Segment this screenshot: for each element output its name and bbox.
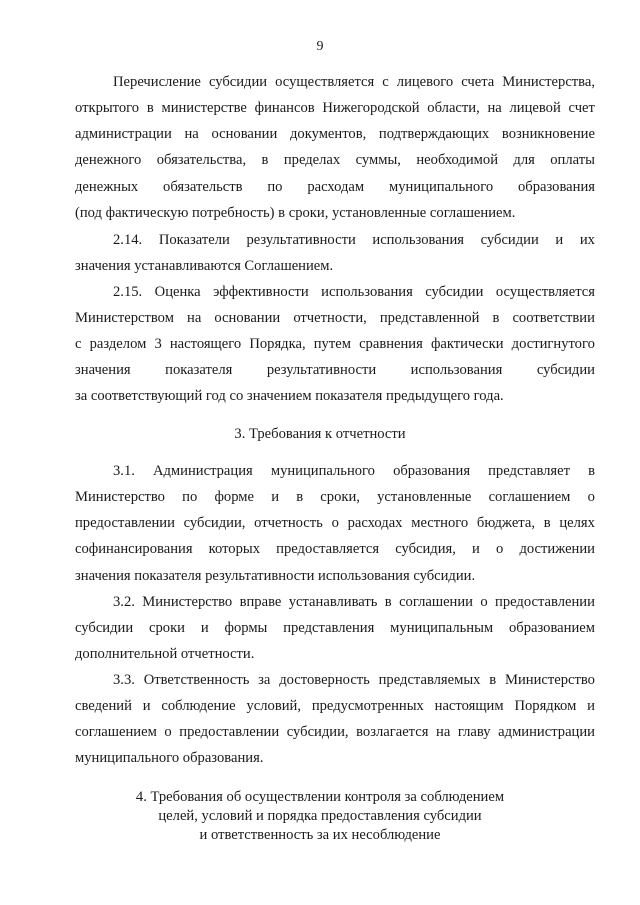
text-line: 2.14. Показатели результативности использования субсидии и их — [113, 232, 595, 248]
section-heading: 4. Требования об осуществлении контроля за соблюдением — [135, 789, 505, 805]
text-line: соглашением о предоставлении субсидии, возлагается на главу администрации — [75, 724, 595, 740]
text-line: администрации на основании документов, подтверждающих возникновение — [75, 126, 595, 142]
text-line: открытого в министерстве финансов Нижегородской области, на лицевой счет — [75, 100, 595, 116]
text-line: 3.2. Министерство вправе устанавливать в соглашении о предоставлении — [113, 594, 595, 610]
page-number: 9 — [316, 39, 324, 54]
text-line: муниципального образования. — [75, 750, 264, 766]
text-line: (под фактическую потребность) в сроки, установленные соглашением. — [75, 205, 516, 221]
text-line: значения устанавливаются Соглашением. — [75, 258, 334, 274]
text-line: Министерство по форме и в сроки, установленные соглашением о — [75, 489, 595, 505]
text-line: софинансирования которых предоставляется субсидия, и о достижении — [75, 541, 595, 557]
text-line: Министерством на основании отчетности, представленной в соответствии — [75, 310, 595, 326]
text-line: предоставлении субсидии, отчетность о расходах местного бюджета, в целях — [75, 515, 595, 531]
text-line: 2.15. Оценка эффективности использования субсидии осуществляется — [113, 284, 595, 300]
text-line: с разделом 3 настоящего Порядка, путем сравнения фактически достигнутого — [75, 336, 595, 352]
text-line: 3.1. Администрация муниципального образования представляет в — [113, 463, 595, 479]
text-line: значения показателя результативности использования субсидии — [75, 362, 595, 378]
text-line: за соответствующий год со значением показателя предыдущего года. — [75, 388, 504, 404]
text-line: денежного обязательства, в пределах суммы, необходимой для оплаты — [75, 152, 595, 168]
text-line: сведений и соблюдение условий, предусмотренных настоящим Порядком и — [75, 698, 595, 714]
section-heading: целей, условий и порядка предоставления субсидии — [158, 808, 482, 824]
text-line: Перечисление субсидии осуществляется с лицевого счета Министерства, — [113, 74, 595, 90]
text-line: денежных обязательств по расходам муниципального образования — [75, 179, 595, 195]
section-heading: 3. Требования к отчетности — [234, 426, 406, 442]
text-line: дополнительной отчетности. — [75, 646, 255, 662]
text-line: субсидии сроки и формы представления муниципальным образованием — [75, 620, 595, 636]
text-line: 3.3. Ответственность за достоверность представляемых в Министерство — [113, 672, 595, 688]
section-heading: и ответственность за их несоблюдение — [199, 827, 441, 843]
text-line: значения показателя результативности использования субсидии. — [75, 568, 476, 584]
